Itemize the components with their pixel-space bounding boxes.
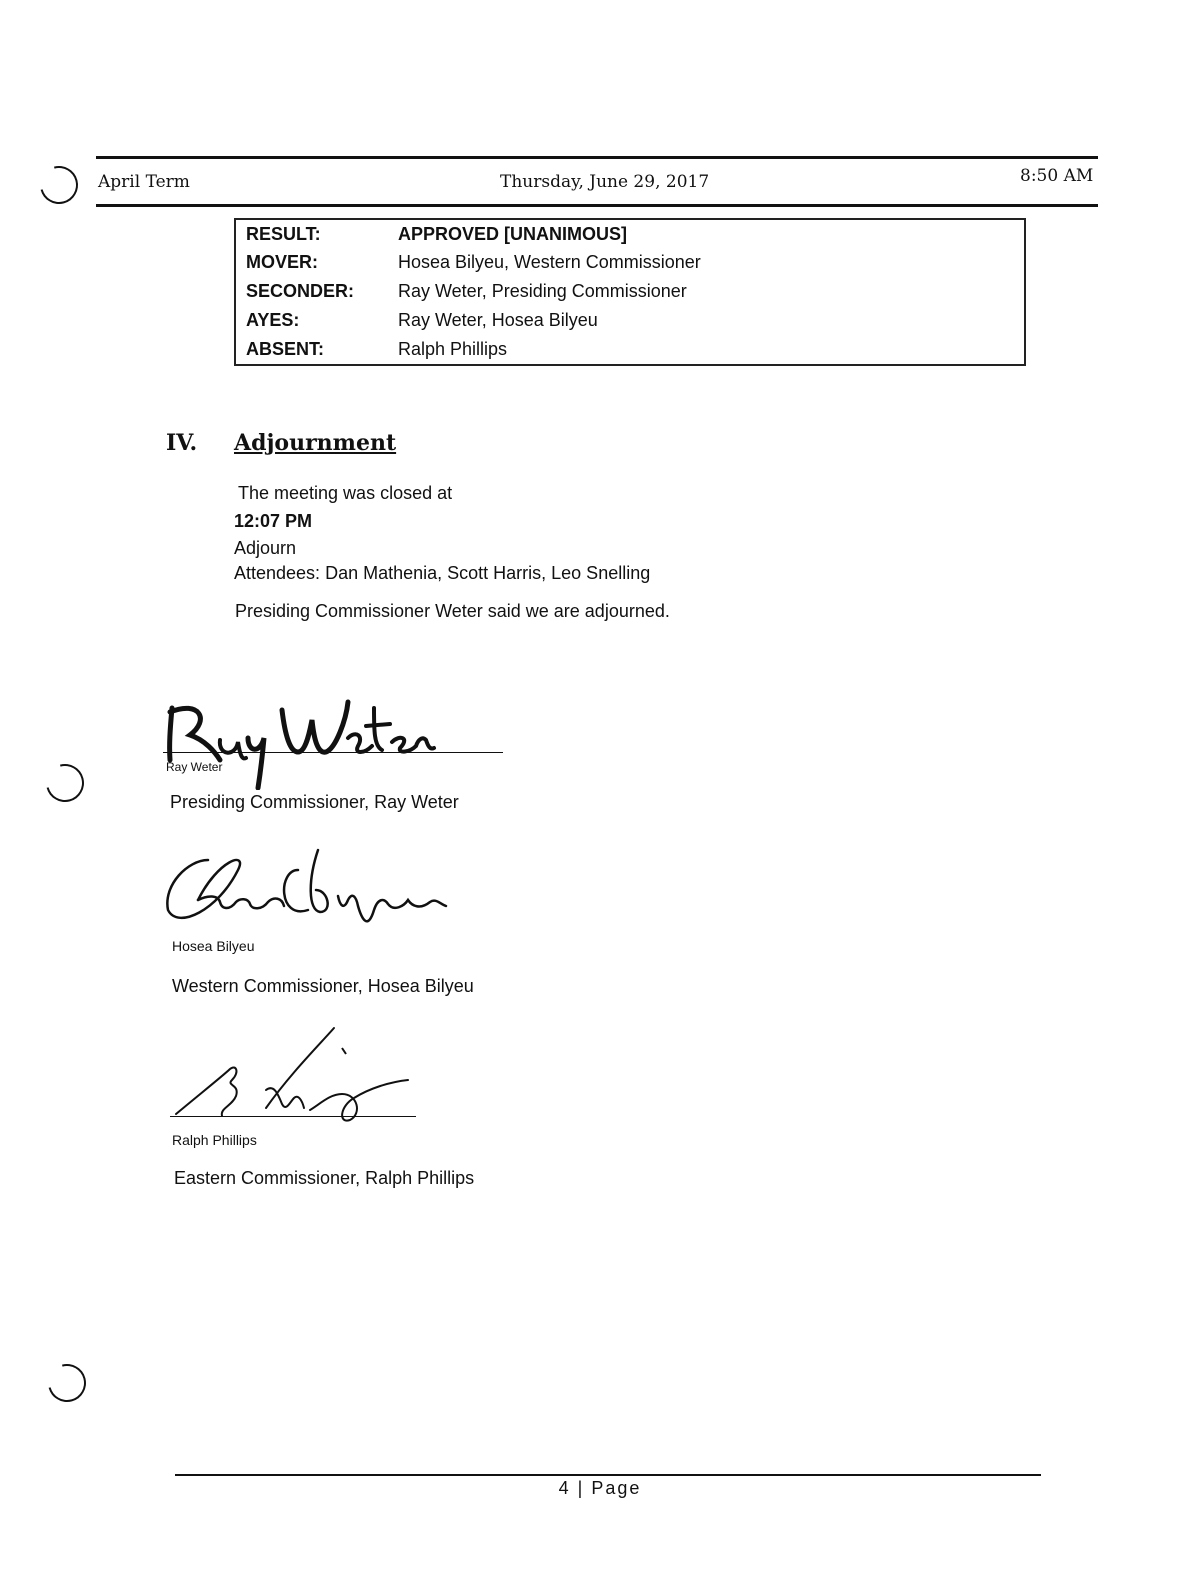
binder-hole-bottom bbox=[41, 1357, 93, 1409]
signer-title-hosea: Western Commissioner, Hosea Bilyeu bbox=[172, 976, 474, 996]
vote-result-table bbox=[234, 218, 1026, 366]
header-time: 8:50 AM bbox=[1020, 166, 1094, 186]
binder-hole-middle bbox=[39, 757, 91, 809]
adjourn-text: Adjourn bbox=[234, 538, 297, 558]
vote-value: Ray Weter, Presiding Commissioner bbox=[398, 281, 687, 301]
header-date: Thursday, June 29, 2017 bbox=[500, 172, 710, 192]
vote-value: Hosea Bilyeu, Western Commissioner bbox=[398, 252, 701, 272]
vote-label: RESULT: bbox=[246, 224, 321, 244]
signer-title-ray: Presiding Commissioner, Ray Weter bbox=[170, 792, 459, 812]
footer-rule bbox=[175, 1474, 1041, 1476]
section-title: Adjournment bbox=[234, 430, 397, 456]
signer-name-ray: Ray Weter bbox=[166, 760, 223, 774]
vote-value: APPROVED [UNANIMOUS] bbox=[398, 224, 628, 244]
signer-title-ralph: Eastern Commissioner, Ralph Phillips bbox=[174, 1168, 475, 1188]
header-term: April Term bbox=[98, 172, 190, 192]
closed-text: The meeting was closed at bbox=[238, 483, 453, 503]
binder-hole-top bbox=[33, 159, 85, 211]
vote-value: Ralph Phillips bbox=[398, 339, 508, 359]
vote-label: SECONDER: bbox=[246, 281, 355, 301]
signature-ray-weter bbox=[160, 690, 460, 790]
signer-name-hosea: Hosea Bilyeu bbox=[172, 938, 255, 954]
signature-ralph-phillips bbox=[170, 1024, 420, 1134]
signer-name-ralph: Ralph Phillips bbox=[172, 1132, 257, 1148]
vote-label: AYES: bbox=[246, 310, 300, 330]
vote-label: ABSENT: bbox=[246, 339, 325, 359]
vote-value: Ray Weter, Hosea Bilyeu bbox=[398, 310, 598, 330]
attendees-text: Attendees: Dan Mathenia, Scott Harris, Leo Snelling bbox=[234, 563, 651, 583]
header-bottom-rule bbox=[96, 204, 1098, 207]
header-top-rule bbox=[96, 156, 1098, 159]
adjourned-statement: Presiding Commissioner Weter said we are adjourned. bbox=[235, 601, 670, 621]
signature-hosea-bilyeu bbox=[158, 840, 458, 940]
section-number: IV. bbox=[166, 430, 198, 456]
vote-label: MOVER: bbox=[246, 252, 318, 272]
closed-time: 12:07 PM bbox=[234, 511, 313, 531]
signature-line-ray bbox=[163, 752, 503, 753]
page-number: 4 | Page bbox=[558, 1478, 642, 1498]
signature-line-ralph bbox=[170, 1116, 416, 1117]
